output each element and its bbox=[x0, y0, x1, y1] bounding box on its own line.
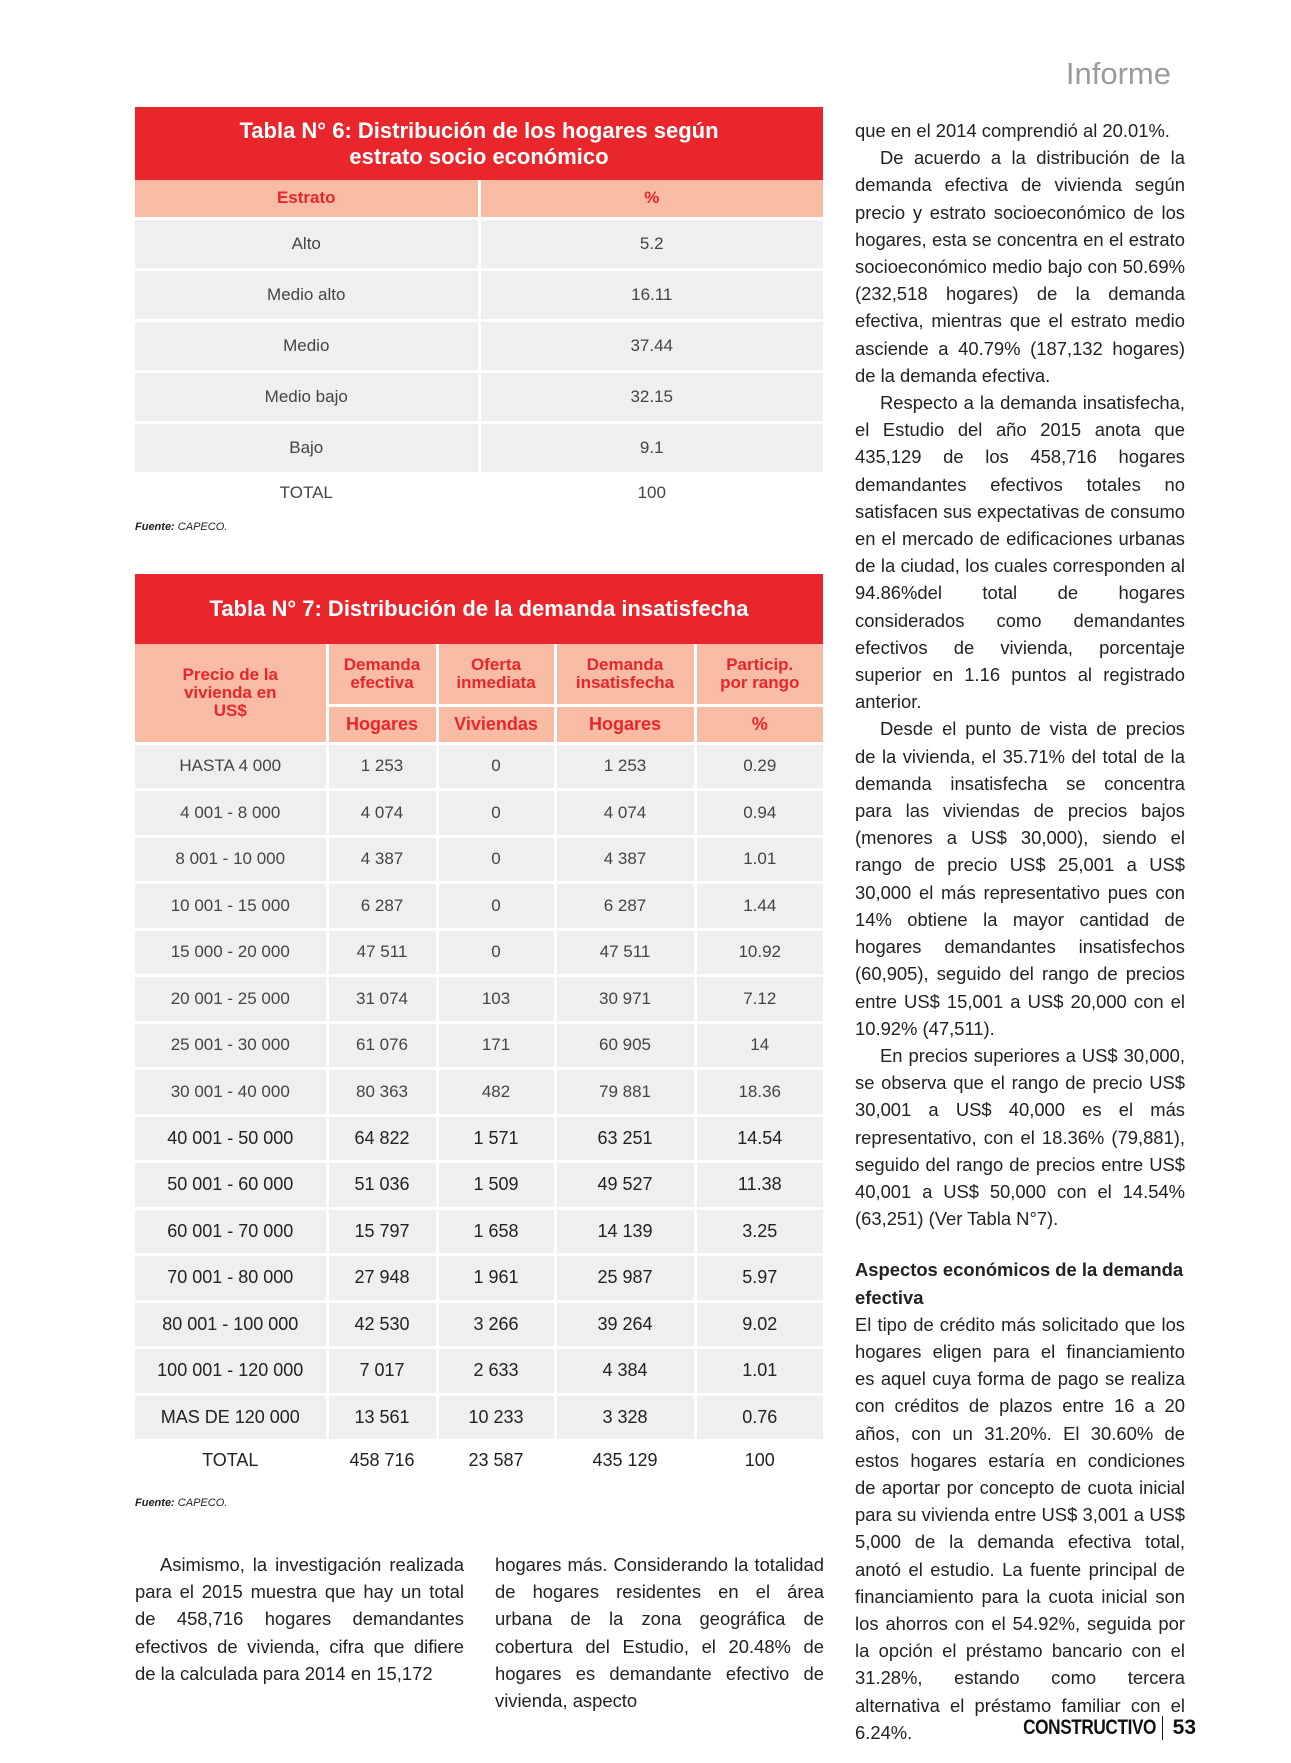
table-cell: 16.11 bbox=[479, 269, 823, 320]
table-cell: 15 000 - 20 000 bbox=[135, 929, 327, 976]
table-row bbox=[135, 218, 823, 269]
table-total-row bbox=[135, 473, 823, 513]
table-cell: 63 251 bbox=[555, 1115, 695, 1162]
table-cell: 4 074 bbox=[327, 790, 437, 837]
table-cell: 100 bbox=[479, 473, 823, 513]
table-cell: 14 bbox=[695, 1022, 823, 1069]
table-cell: 6 287 bbox=[327, 883, 437, 930]
paragraph: Respecto a la demanda insatisfecha, el Estudio del año 2015 anota que 435,129 de los 458,716 hogares demandantes efectivos totales no satisfacen sus expectativas de consumo en el mercado de edificaciones urbanas de la ciudad, los cuales corresponden al 94.86%del total de hogares considerados como demandantes efectivos de vivienda, porcentaje superior en 1.16 puntos al registrado anterior. bbox=[855, 392, 1185, 713]
table-cell: 0 bbox=[437, 836, 555, 883]
table-cell: 30 001 - 40 000 bbox=[135, 1069, 327, 1116]
source-label: Fuente: bbox=[135, 521, 175, 533]
table-row bbox=[135, 929, 823, 976]
table-cell: 60 905 bbox=[555, 1022, 695, 1069]
table-cell: 4 001 - 8 000 bbox=[135, 790, 327, 837]
page-number: 53 bbox=[1172, 1716, 1196, 1739]
text-column-middle bbox=[495, 1551, 824, 1714]
table-cell: 10 233 bbox=[437, 1394, 555, 1441]
table-6 bbox=[135, 107, 823, 515]
table-cell: 47 511 bbox=[555, 929, 695, 976]
table-cell: 458 716 bbox=[327, 1441, 437, 1481]
table-row bbox=[135, 836, 823, 883]
text-column-left bbox=[135, 1551, 464, 1687]
table-cell: 37.44 bbox=[479, 320, 823, 371]
table-cell: 13 561 bbox=[327, 1394, 437, 1441]
table-row bbox=[135, 883, 823, 930]
column-header: Demanda efectiva bbox=[327, 644, 437, 705]
table-cell: 1 253 bbox=[327, 743, 437, 790]
source-text: CAPECO. bbox=[177, 1497, 228, 1509]
section-label: Informe bbox=[1065, 56, 1171, 91]
table-cell: 42 530 bbox=[327, 1301, 437, 1348]
table-cell: 79 881 bbox=[555, 1069, 695, 1116]
table-cell: 31 074 bbox=[327, 976, 437, 1023]
table-row bbox=[135, 1208, 823, 1255]
column-subheader: Viviendas bbox=[437, 705, 555, 743]
table-cell: Alto bbox=[135, 218, 479, 269]
table-cell: 3.25 bbox=[695, 1208, 823, 1255]
table-cell: MAS DE 120 000 bbox=[135, 1394, 327, 1441]
table-row bbox=[135, 1115, 823, 1162]
table-row bbox=[135, 1022, 823, 1069]
table-cell: 27 948 bbox=[327, 1255, 437, 1302]
table-cell: 6 287 bbox=[555, 883, 695, 930]
table-cell: 10 001 - 15 000 bbox=[135, 883, 327, 930]
table-cell: TOTAL bbox=[135, 1441, 327, 1481]
source-text: CAPECO. bbox=[177, 521, 228, 533]
table-cell: 0 bbox=[437, 790, 555, 837]
table-6-source bbox=[135, 521, 227, 533]
table-cell: 10.92 bbox=[695, 929, 823, 976]
table-cell: 8 001 - 10 000 bbox=[135, 836, 327, 883]
table-cell: 4 387 bbox=[555, 836, 695, 883]
table-cell: 25 001 - 30 000 bbox=[135, 1022, 327, 1069]
paragraph: Asimismo, la investigación realizada para el 2015 muestra que hay un total de 458,716 hogares demandantes efectivos de vivienda, cifra que difiere de la calculada para 2014 en 15,172 bbox=[135, 1554, 464, 1684]
table-cell: 25 987 bbox=[555, 1255, 695, 1302]
magazine-name: CONSTRUCTIVO bbox=[1022, 1716, 1156, 1739]
table-row bbox=[135, 1348, 823, 1395]
table-cell: 60 001 - 70 000 bbox=[135, 1208, 327, 1255]
table-cell: 0.29 bbox=[695, 743, 823, 790]
table-cell: 80 363 bbox=[327, 1069, 437, 1116]
table-cell: 1 961 bbox=[437, 1255, 555, 1302]
table-7-title: Tabla N° 7: Distribución de la demanda insatisfecha bbox=[135, 574, 823, 644]
table-cell: Medio bbox=[135, 320, 479, 371]
column-header: Estrato bbox=[135, 180, 479, 218]
table-cell: 15 797 bbox=[327, 1208, 437, 1255]
table-cell: 23 587 bbox=[437, 1441, 555, 1481]
table-cell: 32.15 bbox=[479, 371, 823, 422]
table-cell: 482 bbox=[437, 1069, 555, 1116]
paragraph: Desde el punto de vista de precios de la vivienda, el 35.71% del total de la demanda insatisfecha se concentra para las viviendas de precios bajos (menores a US$ 30,000), siendo el rango de precio US$ 25,001 a US$ 30,000 el más representativo pues con 14% obtiene la mayor cantidad de hogares demandantes insatisfechos (60,905), seguido del rango de precios entre US$ 15,001 a US$ 20,000 con el 10.92% (47,511). bbox=[855, 718, 1185, 1039]
table-cell: 61 076 bbox=[327, 1022, 437, 1069]
table-row bbox=[135, 1162, 823, 1209]
table-cell: 103 bbox=[437, 976, 555, 1023]
table-cell: 4 387 bbox=[327, 836, 437, 883]
table-cell: 64 822 bbox=[327, 1115, 437, 1162]
table-row bbox=[135, 1394, 823, 1441]
table-cell: 0 bbox=[437, 743, 555, 790]
table-cell: 20 001 - 25 000 bbox=[135, 976, 327, 1023]
table-7 bbox=[135, 574, 823, 1482]
table-cell: 30 971 bbox=[555, 976, 695, 1023]
column-subheader: Hogares bbox=[327, 705, 437, 743]
table-cell: 0 bbox=[437, 883, 555, 930]
table-cell: 100 bbox=[695, 1441, 823, 1481]
table-cell: 4 384 bbox=[555, 1348, 695, 1395]
text-column-right bbox=[855, 117, 1185, 1746]
table-cell: 0.94 bbox=[695, 790, 823, 837]
table-cell: 1.01 bbox=[695, 836, 823, 883]
page-footer bbox=[994, 1716, 1196, 1740]
table-row bbox=[135, 1301, 823, 1348]
table-cell: 171 bbox=[437, 1022, 555, 1069]
footer-divider bbox=[1162, 1716, 1163, 1740]
table-cell: 1.44 bbox=[695, 883, 823, 930]
table-cell: 14.54 bbox=[695, 1115, 823, 1162]
table-cell: 1 658 bbox=[437, 1208, 555, 1255]
table-cell: HASTA 4 000 bbox=[135, 743, 327, 790]
table-total-row bbox=[135, 1441, 823, 1481]
paragraph: En precios superiores a US$ 30,000, se observa que el rango de precio US$ 30,001 a US$ 40,000 es el más representativo, con el 18.36% (79,881), seguido del rango de precios entre US$ 40,001 a US$ 50,000 con el 14.54% (63,251) (Ver Tabla N°7). bbox=[855, 1044, 1185, 1230]
table-cell: 9.1 bbox=[479, 422, 823, 473]
table-cell: 70 001 - 80 000 bbox=[135, 1255, 327, 1302]
table-cell: 3 266 bbox=[437, 1301, 555, 1348]
table-cell: 40 001 - 50 000 bbox=[135, 1115, 327, 1162]
table-cell: 47 511 bbox=[327, 929, 437, 976]
table-cell: 7 017 bbox=[327, 1348, 437, 1395]
table-cell: 49 527 bbox=[555, 1162, 695, 1209]
column-header: Precio de la vivienda en US$ bbox=[135, 644, 327, 743]
table-cell: 5.97 bbox=[695, 1255, 823, 1302]
paragraph: hogares más. Considerando la totalidad de hogares residentes en el área urbana de la zona geográfica de cobertura del Estudio, el 20.48% de hogares es demandante efectivo de vivienda, aspecto bbox=[495, 1554, 824, 1712]
table-cell: 100 001 - 120 000 bbox=[135, 1348, 327, 1395]
paragraph: que en el 2014 comprendió al 20.01%. bbox=[855, 120, 1170, 141]
column-header: Particip. por rango bbox=[695, 644, 823, 705]
table-row bbox=[135, 976, 823, 1023]
table-cell: 0 bbox=[437, 929, 555, 976]
section-heading: Aspectos económicos de la demanda efectiva bbox=[855, 1259, 1184, 1308]
table-cell: 2 633 bbox=[437, 1348, 555, 1395]
table-cell: 1 253 bbox=[555, 743, 695, 790]
table-cell: 3 328 bbox=[555, 1394, 695, 1441]
table-cell: Medio alto bbox=[135, 269, 479, 320]
table-cell: TOTAL bbox=[135, 473, 479, 513]
table-cell: 1 571 bbox=[437, 1115, 555, 1162]
table-cell: 1.01 bbox=[695, 1348, 823, 1395]
table-row bbox=[135, 371, 823, 422]
table-cell: 5.2 bbox=[479, 218, 823, 269]
table-row bbox=[135, 790, 823, 837]
column-subheader: Hogares bbox=[555, 705, 695, 743]
table-row bbox=[135, 422, 823, 473]
table-cell: 0.76 bbox=[695, 1394, 823, 1441]
table-6-title-line2: estrato socio económico bbox=[349, 143, 609, 169]
table-6-title-line1: Tabla N° 6: Distribución de los hogares según bbox=[239, 117, 719, 143]
column-header: % bbox=[479, 180, 823, 218]
table-cell: Medio bajo bbox=[135, 371, 479, 422]
column-header: Oferta inmediata bbox=[437, 644, 555, 705]
table-row bbox=[135, 1255, 823, 1302]
table-cell: 9.02 bbox=[695, 1301, 823, 1348]
table-cell: 51 036 bbox=[327, 1162, 437, 1209]
column-header: Demanda insatisfecha bbox=[555, 644, 695, 705]
table-7-grid bbox=[135, 644, 823, 1482]
table-cell: 39 264 bbox=[555, 1301, 695, 1348]
source-label: Fuente: bbox=[135, 1497, 175, 1509]
table-cell: 11.38 bbox=[695, 1162, 823, 1209]
table-row bbox=[135, 743, 823, 790]
table-cell: 435 129 bbox=[555, 1441, 695, 1481]
paragraph: De acuerdo a la distribución de la demanda efectiva de vivienda según precio y estrato socioeconómico de los hogares, esta se concentra en el estrato socioeconómico medio bajo con 50.69% (232,518 hogares) de la demanda efectiva, mientras que el estrato medio asciende a 40.79% (187,132 hogares) de la demanda efectiva. bbox=[855, 147, 1185, 386]
table-cell: 80 001 - 100 000 bbox=[135, 1301, 327, 1348]
table-6-title bbox=[135, 107, 823, 180]
table-cell: 18.36 bbox=[695, 1069, 823, 1116]
table-cell: 14 139 bbox=[555, 1208, 695, 1255]
table-cell: 1 509 bbox=[437, 1162, 555, 1209]
table-row bbox=[135, 320, 823, 371]
table-row bbox=[135, 1069, 823, 1116]
table-cell: 7.12 bbox=[695, 976, 823, 1023]
table-6-grid bbox=[135, 180, 823, 515]
column-subheader: % bbox=[695, 705, 823, 743]
table-cell: 50 001 - 60 000 bbox=[135, 1162, 327, 1209]
table-7-source bbox=[135, 1497, 227, 1509]
table-cell: Bajo bbox=[135, 422, 479, 473]
table-cell: 4 074 bbox=[555, 790, 695, 837]
paragraph: El tipo de crédito más solicitado que los hogares eligen para el financiamiento es aquel cuya forma de pago se realiza con créditos de plazos entre 16 a 20 años, con un 31.20%. El 30.60% de estos hogares estaría en condiciones de aportar por concepto de cuota inicial para su vivienda entre US$ 3,001 a US$ 5,000 de la demanda efectiva total, anotó el estudio. La fuente principal de financiamiento para la cuota inicial son los ahorros con el 54.92%, seguida por la opción el préstamo bancario con el 31.28%, estando como tercera alternativa el préstamo familiar con el 6.24%. bbox=[855, 1313, 1185, 1743]
table-row bbox=[135, 269, 823, 320]
